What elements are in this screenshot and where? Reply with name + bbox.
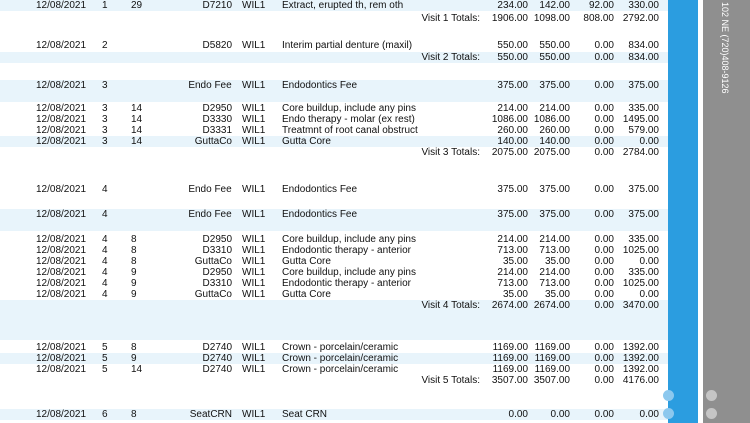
provider-code: WIL1: [242, 245, 266, 256]
procedure-row[interactable]: [0, 209, 668, 231]
amount-col-4: 2792.00: [622, 13, 659, 24]
amount-col-3: 0.00: [594, 375, 614, 386]
visit-number: 3: [102, 103, 108, 114]
amount-col-4: 335.00: [628, 234, 659, 245]
nav-dot[interactable]: [663, 408, 674, 419]
side-panel-text: 102 NE (720)408-9126: [720, 2, 730, 94]
procedure-description: Gutta Core: [282, 256, 331, 267]
service-date: 12/08/2021: [36, 136, 87, 147]
amount-col-2: 375.00: [539, 184, 570, 195]
provider-code: WIL1: [242, 267, 266, 278]
provider-code: WIL1: [242, 184, 266, 195]
amount-col-4: 2784.00: [622, 147, 659, 158]
amount-col-4: 1025.00: [622, 245, 659, 256]
procedure-description: Seat CRN: [282, 409, 328, 420]
procedure-description: Gutta Core: [282, 289, 331, 300]
amount-col-3: 0.00: [594, 103, 614, 114]
procedure-code: D7210: [202, 0, 232, 11]
amount-col-2: 214.00: [539, 234, 570, 245]
provider-code: WIL1: [242, 353, 266, 364]
visit-number: 3: [102, 114, 108, 125]
procedure-code: D5820: [202, 40, 232, 51]
visit-number: 4: [102, 245, 108, 256]
amount-col-3: 808.00: [583, 13, 614, 24]
amount-col-1: 1086.00: [491, 114, 528, 125]
amount-col-4: 3470.00: [622, 300, 659, 311]
visit-number: 6: [102, 409, 108, 420]
amount-col-1: 35.00: [502, 289, 528, 300]
procedure-row[interactable]: [0, 245, 668, 256]
procedure-description: Core buildup, include any pins: [282, 234, 416, 245]
amount-col-4: 0.00: [639, 289, 659, 300]
amount-col-1: 1169.00: [492, 353, 528, 364]
amount-col-4: 834.00: [628, 52, 659, 63]
visit-totals-row[interactable]: [0, 300, 668, 340]
service-date: 12/08/2021: [36, 40, 87, 51]
tooth-number: 29: [131, 0, 143, 11]
procedure-code: D2950: [202, 234, 232, 245]
service-date: 12/08/2021: [36, 289, 87, 300]
procedure-row[interactable]: [0, 409, 668, 420]
amount-col-1: 140.00: [497, 136, 528, 147]
amount-col-2: 214.00: [539, 103, 570, 114]
service-date: 12/08/2021: [36, 125, 87, 136]
visit-totals-row[interactable]: [0, 52, 668, 63]
amount-col-4: 1495.00: [622, 114, 659, 125]
amount-col-3: 0.00: [594, 209, 614, 220]
procedure-code: D2950: [202, 267, 232, 278]
amount-col-4: 0.00: [639, 136, 659, 147]
procedure-description: Extract, erupted th, rem oth: [282, 0, 404, 11]
procedure-code: GuttaCo: [194, 136, 232, 147]
amount-col-3: 0.00: [594, 184, 614, 195]
visit-number: 4: [102, 209, 108, 220]
provider-code: WIL1: [242, 103, 266, 114]
visit-number: 3: [102, 136, 108, 147]
amount-col-2: 1169.00: [534, 353, 570, 364]
amount-col-1: 1906.00: [491, 13, 528, 24]
amount-col-2: 0.00: [550, 409, 570, 420]
provider-code: WIL1: [242, 409, 266, 420]
amount-col-1: 375.00: [497, 80, 528, 91]
amount-col-3: 0.00: [594, 52, 614, 63]
procedure-code: D2740: [202, 342, 232, 353]
procedure-code: D3310: [202, 278, 232, 289]
side-dot[interactable]: [706, 408, 717, 419]
procedure-row[interactable]: [0, 289, 668, 300]
procedure-description: Treatmnt of root canal obstruct: [282, 125, 418, 136]
tooth-number: 8: [131, 234, 137, 245]
procedure-description: Crown - porcelain/ceramic: [282, 342, 399, 353]
tooth-number: 14: [131, 136, 143, 147]
provider-code: WIL1: [242, 364, 266, 375]
provider-code: WIL1: [242, 256, 266, 267]
amount-col-2: 1169.00: [534, 342, 570, 353]
amount-col-2: 142.00: [539, 0, 570, 11]
procedure-code: D2740: [202, 353, 232, 364]
amount-col-3: 0.00: [594, 353, 614, 364]
amount-col-1: 214.00: [497, 234, 528, 245]
tooth-number: 14: [131, 114, 143, 125]
procedure-description: Gutta Core: [282, 136, 331, 147]
amount-col-2: 1169.00: [534, 364, 570, 375]
service-date: 12/08/2021: [36, 245, 87, 256]
procedure-row[interactable]: [0, 136, 668, 147]
amount-col-2: 1086.00: [533, 114, 570, 125]
amount-col-1: 713.00: [497, 278, 528, 289]
procedure-code: GuttaCo: [194, 289, 232, 300]
service-date: 12/08/2021: [36, 353, 87, 364]
visit-number: 4: [102, 184, 108, 195]
visit-number: 4: [102, 256, 108, 267]
amount-col-1: 260.00: [497, 125, 528, 136]
service-date: 12/08/2021: [36, 267, 87, 278]
amount-col-3: 0.00: [594, 234, 614, 245]
tooth-number: 9: [131, 278, 137, 289]
procedure-code: D3310: [202, 245, 232, 256]
visit-number: 1: [102, 0, 108, 11]
amount-col-2: 35.00: [544, 256, 570, 267]
procedure-row[interactable]: [0, 278, 668, 289]
amount-col-3: 0.00: [594, 364, 614, 375]
amount-col-3: 0.00: [594, 125, 614, 136]
amount-col-2: 140.00: [539, 136, 570, 147]
visit-totals-row[interactable]: [0, 147, 668, 169]
procedure-row[interactable]: [0, 0, 668, 11]
procedure-code: Endo Fee: [188, 209, 232, 220]
tooth-number: 14: [131, 364, 143, 375]
amount-col-1: 1169.00: [492, 364, 528, 375]
amount-col-3: 92.00: [588, 0, 614, 11]
procedure-description: Crown - porcelain/ceramic: [282, 353, 399, 364]
procedure-description: Core buildup, include any pins: [282, 267, 416, 278]
procedure-description: Core buildup, include any pins: [282, 103, 416, 114]
amount-col-3: 0.00: [594, 40, 614, 51]
service-date: 12/08/2021: [36, 80, 87, 91]
service-date: 12/08/2021: [36, 184, 87, 195]
service-date: 12/08/2021: [36, 209, 87, 220]
procedure-row[interactable]: [0, 256, 668, 267]
amount-col-4: 579.00: [628, 125, 659, 136]
amount-col-2: 2075.00: [533, 147, 570, 158]
service-date: 12/08/2021: [36, 103, 87, 114]
provider-code: WIL1: [242, 234, 266, 245]
amount-col-1: 214.00: [497, 103, 528, 114]
amount-col-1: 0.00: [508, 409, 528, 420]
tooth-number: 9: [131, 289, 137, 300]
visit-totals-row[interactable]: [0, 13, 668, 24]
tooth-number: 14: [131, 103, 143, 114]
amount-col-4: 375.00: [628, 209, 659, 220]
amount-col-4: 1025.00: [622, 278, 659, 289]
amount-col-1: 550.00: [497, 40, 528, 51]
amount-col-2: 550.00: [539, 52, 570, 63]
side-dot[interactable]: [706, 390, 717, 401]
visit-number: 5: [102, 353, 108, 364]
provider-code: WIL1: [242, 342, 266, 353]
visit-totals-label: Visit 5 Totals:: [421, 375, 480, 386]
procedure-code: SeatCRN: [189, 409, 232, 420]
service-date: 12/08/2021: [36, 364, 87, 375]
amount-col-4: 1392.00: [622, 364, 659, 375]
provider-code: WIL1: [242, 289, 266, 300]
procedure-description: Endodontics Fee: [282, 209, 358, 220]
procedure-description: Endo therapy - molar (ex rest): [282, 114, 415, 125]
amount-col-3: 0.00: [594, 409, 614, 420]
tooth-number: 9: [131, 353, 137, 364]
amount-col-3: 0.00: [594, 245, 614, 256]
amount-col-1: 3507.00: [491, 375, 528, 386]
tooth-number: 8: [131, 245, 137, 256]
visit-number: 3: [102, 125, 108, 136]
amount-col-2: 35.00: [544, 289, 570, 300]
service-date: 12/08/2021: [36, 278, 87, 289]
tooth-number: 14: [131, 125, 143, 136]
amount-col-2: 713.00: [539, 278, 570, 289]
procedure-description: Crown - porcelain/ceramic: [282, 364, 399, 375]
amount-col-2: 3507.00: [533, 375, 570, 386]
amount-col-3: 0.00: [594, 136, 614, 147]
provider-code: WIL1: [242, 40, 266, 51]
service-date: 12/08/2021: [36, 114, 87, 125]
amount-col-4: 335.00: [628, 267, 659, 278]
procedure-description: Endodontic therapy - anterior: [282, 245, 411, 256]
amount-col-3: 0.00: [594, 300, 614, 311]
amount-col-4: 330.00: [628, 0, 659, 11]
amount-col-2: 260.00: [539, 125, 570, 136]
amount-col-1: 214.00: [497, 267, 528, 278]
amount-col-1: 550.00: [497, 52, 528, 63]
provider-code: WIL1: [242, 0, 266, 11]
amount-col-2: 214.00: [539, 267, 570, 278]
provider-code: WIL1: [242, 209, 266, 220]
nav-dot[interactable]: [663, 390, 674, 401]
procedure-row[interactable]: [0, 80, 668, 102]
amount-col-2: 375.00: [539, 209, 570, 220]
visit-number: 2: [102, 40, 108, 51]
procedure-row[interactable]: [0, 234, 668, 245]
tooth-number: 8: [131, 409, 137, 420]
provider-code: WIL1: [242, 114, 266, 125]
procedure-description: Endodontics Fee: [282, 184, 358, 195]
amount-col-3: 0.00: [594, 278, 614, 289]
amount-col-2: 1098.00: [533, 13, 570, 24]
amount-col-3: 0.00: [594, 80, 614, 91]
service-date: 12/08/2021: [36, 409, 87, 420]
amount-col-1: 1169.00: [492, 342, 528, 353]
amount-col-1: 35.00: [502, 256, 528, 267]
visit-number: 3: [102, 80, 108, 91]
provider-code: WIL1: [242, 278, 266, 289]
service-date: 12/08/2021: [36, 256, 87, 267]
provider-code: WIL1: [242, 80, 266, 91]
scroll-strip[interactable]: [668, 0, 698, 423]
visit-number: 4: [102, 267, 108, 278]
procedure-row[interactable]: [0, 125, 668, 136]
visit-totals-label: Visit 1 Totals:: [421, 13, 480, 24]
tooth-number: 9: [131, 267, 137, 278]
amount-col-4: 1392.00: [622, 342, 659, 353]
visit-number: 5: [102, 342, 108, 353]
amount-col-4: 834.00: [628, 40, 659, 51]
visit-totals-row[interactable]: [0, 375, 668, 397]
visit-number: 4: [102, 289, 108, 300]
amount-col-4: 335.00: [628, 103, 659, 114]
amount-col-4: 1392.00: [622, 353, 659, 364]
service-date: 12/08/2021: [36, 0, 87, 11]
amount-col-4: 0.00: [639, 256, 659, 267]
procedure-row[interactable]: [0, 184, 668, 206]
service-date: 12/08/2021: [36, 342, 87, 353]
provider-code: WIL1: [242, 125, 266, 136]
amount-col-3: 0.00: [594, 114, 614, 125]
procedure-row[interactable]: [0, 103, 668, 114]
procedure-row[interactable]: [0, 114, 668, 125]
visit-totals-label: Visit 4 Totals:: [421, 300, 480, 311]
service-date: 12/08/2021: [36, 234, 87, 245]
procedure-row[interactable]: [0, 342, 668, 353]
amount-col-1: 375.00: [497, 184, 528, 195]
procedure-code: D3331: [202, 125, 232, 136]
procedure-code: Endo Fee: [188, 184, 232, 195]
amount-col-1: 713.00: [497, 245, 528, 256]
amount-col-1: 234.00: [497, 0, 528, 11]
amount-col-2: 713.00: [539, 245, 570, 256]
amount-col-4: 375.00: [628, 184, 659, 195]
procedure-row[interactable]: [0, 353, 668, 364]
procedure-code: D2950: [202, 103, 232, 114]
visit-totals-label: Visit 2 Totals:: [421, 52, 480, 63]
tooth-number: 8: [131, 256, 137, 267]
amount-col-1: 2075.00: [491, 147, 528, 158]
amount-col-3: 0.00: [594, 342, 614, 353]
tooth-number: 8: [131, 342, 137, 353]
visit-number: 5: [102, 364, 108, 375]
amount-col-2: 2674.00: [533, 300, 570, 311]
amount-col-3: 0.00: [594, 289, 614, 300]
procedure-code: D2740: [202, 364, 232, 375]
procedure-code: GuttaCo: [194, 256, 232, 267]
amount-col-1: 2674.00: [491, 300, 528, 311]
amount-col-4: 4176.00: [622, 375, 659, 386]
amount-col-3: 0.00: [594, 147, 614, 158]
amount-col-3: 0.00: [594, 256, 614, 267]
procedure-row[interactable]: [0, 364, 668, 375]
amount-col-4: 375.00: [628, 80, 659, 91]
procedure-description: Interim partial denture (maxil): [282, 40, 413, 51]
procedure-code: Endo Fee: [188, 80, 232, 91]
visit-number: 4: [102, 234, 108, 245]
procedure-description: Endodontic therapy - anterior: [282, 278, 411, 289]
amount-col-2: 375.00: [539, 80, 570, 91]
amount-col-3: 0.00: [594, 267, 614, 278]
visit-totals-label: Visit 3 Totals:: [421, 147, 480, 158]
amount-col-4: 0.00: [639, 409, 659, 420]
procedure-row[interactable]: [0, 40, 668, 51]
amount-col-2: 550.00: [539, 40, 570, 51]
visit-number: 4: [102, 278, 108, 289]
amount-col-1: 375.00: [497, 209, 528, 220]
provider-code: WIL1: [242, 136, 266, 147]
procedure-row[interactable]: [0, 267, 668, 278]
procedure-description: Endodontics Fee: [282, 80, 358, 91]
procedure-code: D3330: [202, 114, 232, 125]
